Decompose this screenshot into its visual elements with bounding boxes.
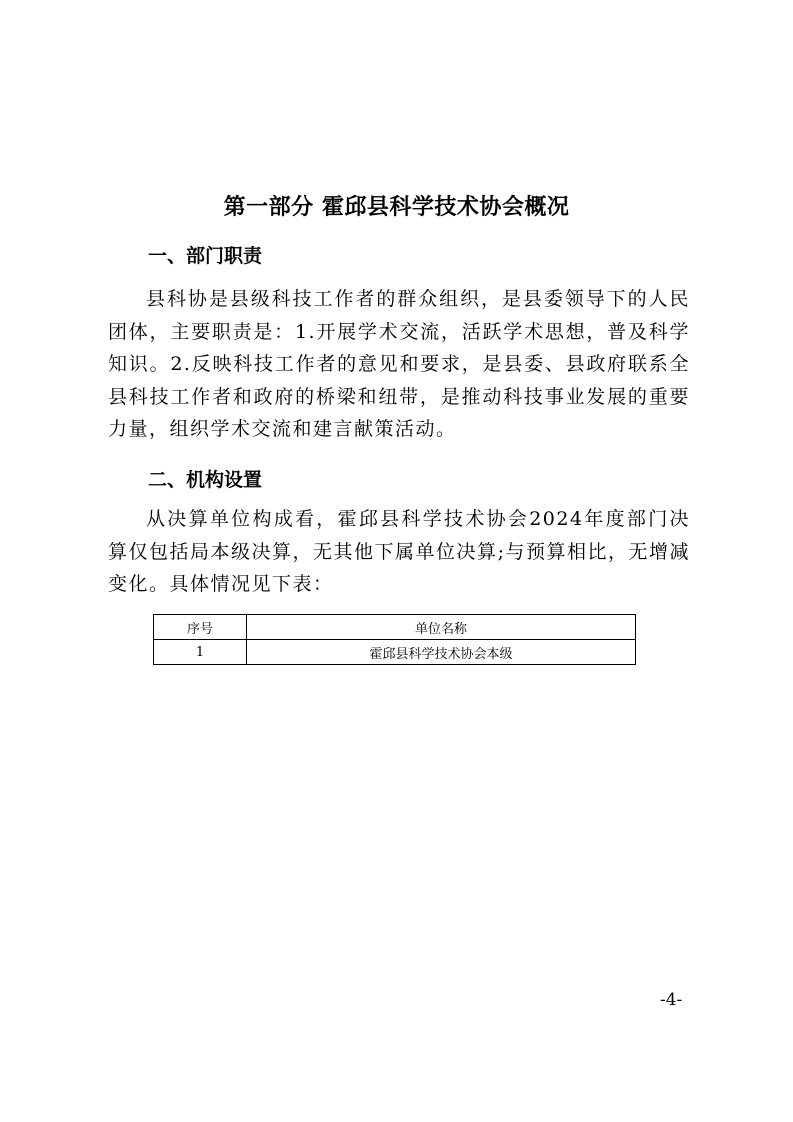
- table-header-unit-name: 单位名称: [247, 615, 636, 640]
- table-header-row: [154, 615, 636, 640]
- section-paragraph-duties: 县科协是县级科技工作者的群众组织，是县委领导下的人民团体，主要职责是：1.开展学术交流，活跃学术思想，普及科学知识。2.反映科技工作者的意见和要求，是县委、县政府联系全县科技工作者和政府的桥梁和纽带，是推动科技事业发展的重要力量，组织学术交流和建言献策活动。: [108, 288, 690, 440]
- table-header-index: 序号: [154, 615, 247, 640]
- page-number: -4-: [660, 990, 683, 1010]
- table-cell-unit-name: 霍邱县科学技术协会本级: [247, 640, 636, 665]
- section-heading-duties: 一、部门职责: [148, 245, 263, 267]
- table-cell-index: 1: [154, 640, 247, 665]
- section-heading-structure: 二、机构设置: [148, 469, 263, 491]
- table-row: [154, 640, 636, 665]
- page-title: 第一部分 霍邱县科学技术协会概况: [223, 195, 570, 220]
- unit-table: [153, 614, 636, 665]
- section-paragraph-structure: 从决算单位构成看，霍邱县科学技术协会2024年度部门决算仅包括局本级决算，无其他下属单位决算;与预算相比，无增减变化。具体情况见下表：: [108, 508, 690, 595]
